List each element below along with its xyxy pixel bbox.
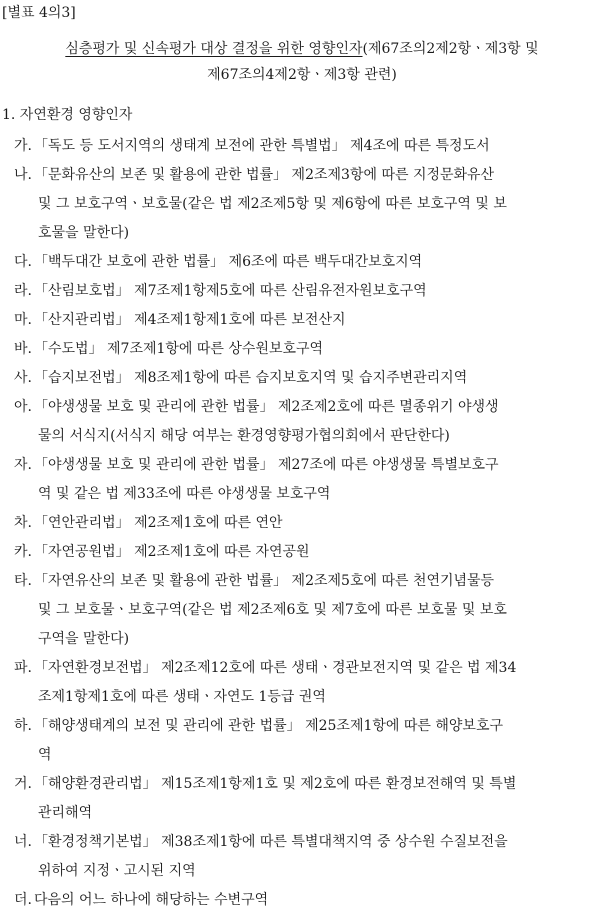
list-item <box>14 828 604 886</box>
item-continuation-line <box>14 799 604 828</box>
list-item <box>14 335 604 364</box>
item-first-line <box>14 335 604 364</box>
item-first-line <box>14 451 604 480</box>
item-text: 및 그 보호물ㆍ보호구역(같은 법 제2조제6호 및 제7호에 따른 보호물 및 보호 <box>38 602 507 618</box>
item-text: 「야생생물 보호 및 관리에 관한 법률」 제2조제2호에 따른 멸종위기 야생생 <box>34 399 499 415</box>
item-text: 다음의 어느 하나에 해당하는 수변구역 <box>34 892 269 908</box>
item-text: 「자연공원법」 제2조제1호에 따른 자연공원 <box>34 544 310 560</box>
item-text: 조제1항제1호에 따른 생태ㆍ자연도 1등급 권역 <box>38 689 326 705</box>
item-text: 「독도 등 도서지역의 생태계 보전에 관한 특별법」 제4조에 따른 특정도서 <box>34 138 490 154</box>
item-first-line <box>14 712 604 741</box>
item-continuation-line <box>14 190 604 219</box>
item-first-line <box>14 393 604 422</box>
title-line-1-rest: (제67조의2제2항ㆍ제3항 및 <box>362 41 539 57</box>
item-list <box>14 132 604 915</box>
list-item <box>14 886 604 915</box>
item-marker: 너. <box>14 834 32 850</box>
item-continuation-line <box>14 683 604 712</box>
item-first-line <box>14 538 604 567</box>
appendix-label: [별표 4의3] <box>2 5 76 21</box>
list-item <box>14 364 604 393</box>
item-marker: 가. <box>14 138 32 154</box>
item-first-line <box>14 132 604 161</box>
item-text: 「산지관리법」 제4조제1항제1호에 따른 보전산지 <box>34 312 346 328</box>
document-title <box>0 36 604 88</box>
item-marker: 더. <box>14 892 32 908</box>
item-text: 역 및 같은 법 제33조에 따른 야생생물 보호구역 <box>38 486 331 502</box>
item-text: 「연안관리법」 제2조제1호에 따른 연안 <box>34 515 283 531</box>
list-item <box>14 538 604 567</box>
item-text: 「해양환경관리법」 제15조제1항제1호 및 제2호에 따른 환경보전해역 및 특별 <box>34 776 517 792</box>
title-line-2: 제67조의4제2항ㆍ제3항 관련) <box>207 67 397 83</box>
item-continuation-line <box>14 480 604 509</box>
item-first-line <box>14 277 604 306</box>
item-text: 물의 서식지(서식지 해당 여부는 환경영향평가협의회에서 판단한다) <box>38 428 450 444</box>
item-text: 「산림보호법」 제7조제1항제5호에 따른 산림유전자원보호구역 <box>34 283 427 299</box>
item-marker: 거. <box>14 776 32 792</box>
list-item <box>14 451 604 509</box>
item-continuation-line <box>14 857 604 886</box>
item-continuation-line <box>14 625 604 654</box>
list-item <box>14 654 604 712</box>
item-marker: 라. <box>14 283 32 299</box>
item-marker: 다. <box>14 254 32 270</box>
item-text: 「환경정책기본법」 제38조제1항에 따른 특별대책지역 중 상수원 수질보전을 <box>34 834 508 850</box>
item-text: 「해양생태계의 보전 및 관리에 관한 법률」 제25조제1항에 따른 해양보호구 <box>34 718 503 734</box>
item-continuation-line <box>14 422 604 451</box>
item-text: 「자연환경보전법」 제2조제12호에 따른 생태ㆍ경관보전지역 및 같은 법 제34 <box>34 660 517 676</box>
list-item <box>14 132 604 161</box>
item-marker: 카. <box>14 544 32 560</box>
item-text: 「습지보전법」 제8조제1항에 따른 습지보호지역 및 습지주변관리지역 <box>34 370 468 386</box>
item-first-line <box>14 886 604 915</box>
item-marker: 사. <box>14 370 32 386</box>
item-first-line <box>14 567 604 596</box>
item-first-line <box>14 828 604 857</box>
item-marker: 차. <box>14 515 32 531</box>
item-text: 「문화유산의 보존 및 활용에 관한 법률」 제2조제3항에 따른 지정문화유산 <box>34 167 495 183</box>
item-marker: 파. <box>14 660 32 676</box>
item-first-line <box>14 654 604 683</box>
item-text: 「백두대간 보호에 관한 법률」 제6조에 따른 백두대간보호지역 <box>34 254 423 270</box>
list-item <box>14 509 604 538</box>
title-line-1 <box>0 36 604 62</box>
item-marker: 하. <box>14 718 32 734</box>
item-marker: 자. <box>14 457 32 473</box>
item-text: 위하여 지정ㆍ고시된 지역 <box>38 863 196 879</box>
item-continuation-line <box>14 741 604 770</box>
list-item <box>14 306 604 335</box>
item-marker: 나. <box>14 167 32 183</box>
item-first-line <box>14 509 604 538</box>
item-marker: 바. <box>14 341 32 357</box>
list-item <box>14 277 604 306</box>
item-text: 호물을 말한다) <box>38 225 130 241</box>
list-item <box>14 161 604 248</box>
item-first-line <box>14 306 604 335</box>
list-item <box>14 567 604 654</box>
item-marker: 타. <box>14 573 32 589</box>
item-marker: 아. <box>14 399 32 415</box>
title-underlined: 심층평가 및 신속평가 대상 결정을 위한 영향인자 <box>65 41 363 57</box>
section-heading: 1. 자연환경 영향인자 <box>2 107 133 123</box>
item-text: 「수도법」 제7조제1항에 따른 상수원보호구역 <box>34 341 324 357</box>
item-text: 관리해역 <box>38 805 93 821</box>
item-first-line <box>14 248 604 277</box>
item-text: 및 그 보호구역ㆍ보호물(같은 법 제2조제5항 및 제6항에 따른 보호구역 및 보 <box>38 196 507 212</box>
item-first-line <box>14 161 604 190</box>
item-continuation-line <box>14 596 604 625</box>
item-first-line <box>14 770 604 799</box>
list-item <box>14 248 604 277</box>
item-text: 구역을 말한다) <box>38 631 130 647</box>
list-item <box>14 770 604 828</box>
item-continuation-line <box>14 219 604 248</box>
item-text: 역 <box>38 747 52 763</box>
item-first-line <box>14 364 604 393</box>
item-marker: 마. <box>14 312 32 328</box>
item-text: 「자연유산의 보존 및 활용에 관한 법률」 제2조제5호에 따른 천연기념물등 <box>34 573 495 589</box>
list-item <box>14 393 604 451</box>
item-text: 「야생생물 보호 및 관리에 관한 법률」 제27조에 따른 야생생물 특별보호구 <box>34 457 499 473</box>
list-item <box>14 712 604 770</box>
